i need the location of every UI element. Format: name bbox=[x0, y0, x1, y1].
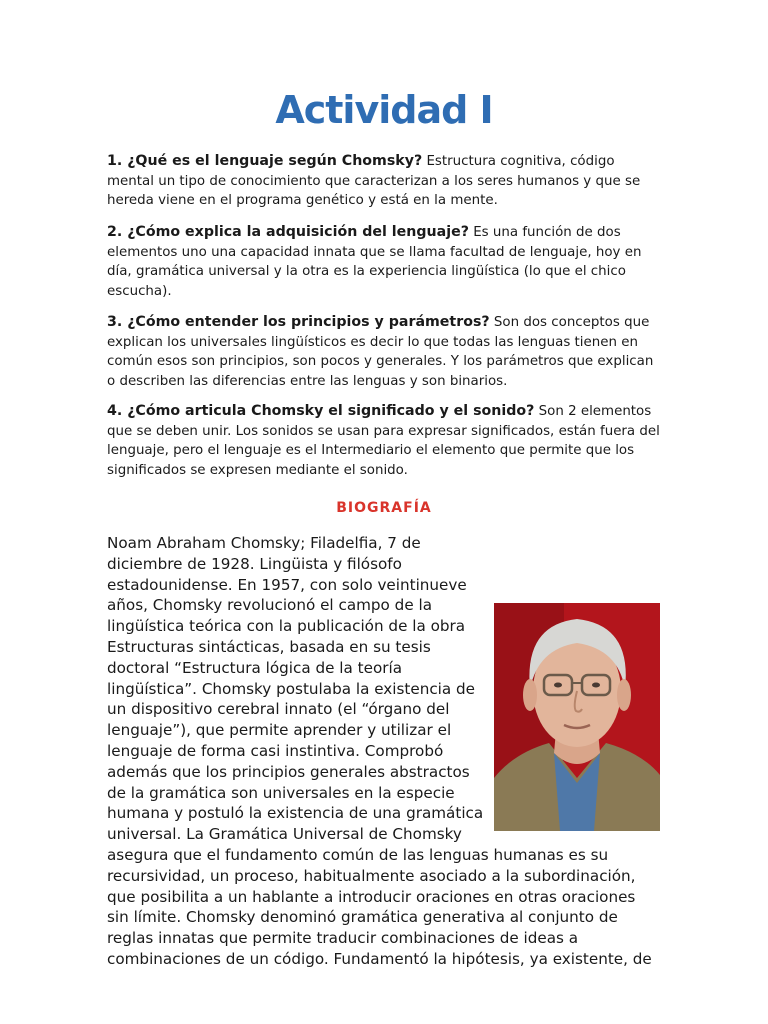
answer-3-text: Son dos conceptos que explican los universales lingüísticos es decir lo que todas las lenguas tienen en común esos son principios, son pocos y generales. Y los parámetros que explican o describen las diferencias entre las lenguas y son binarios. bbox=[107, 315, 654, 390]
biography-text: Noam Abraham Chomsky; Filadelfia, 7 de diciembre de 1928. Lingüista y filósofo estadounidense. En 1957, con solo veintinueve años, Chomsky revolucionó el campo de la lingüística teórica con la publicación de la obra Estructuras sintácticas, basada en su tesis doctoral “Estructura lógica de la teoría lingüística”. Chomsky postulaba la existencia de un dispositivo cerebral innato (el “órgano del lenguaje”), que permite aprender y utilizar el lenguaje de forma casi instintiva. Comprobó además que los principios generales abstractos de la gramática son universales en la especie humana y postuló la existencia de una gramática universal. La Gramática Universal de Chomsky asegura que el fundamento común de las lenguas humanas es su recursividad, un proceso, habitualmente asociado a la subordinación, que posibilita a un hablante a introducir oraciones en otras oraciones sin límite. Chomsky denominó gramática generativa al conjunto de reglas innatas que permite traducir combinaciones de ideas a combinaciones de un código. Fundamentó la hipótesis, ya existente, de bbox=[107, 534, 652, 968]
answer-4-text: Son 2 elementos que se deben unir. Los sonidos se usan para expresar significados, están fuera del lenguaje, pero el lenguaje es el Intermediario el elemento que permite que los significados se expresen mediante el sonido. bbox=[107, 404, 660, 479]
chomsky-portrait-photo bbox=[494, 603, 660, 831]
page-title: Actividad I bbox=[275, 88, 493, 132]
answer-1-text: Estructura cognitiva, código mental un tipo de conocimiento que caracterizan a los seres humanos y que se hereda viene en el programa genético y está en la mente. bbox=[107, 154, 641, 209]
question-2-text: 2. ¿Cómo explica la adquisición del lenguaje? bbox=[107, 224, 469, 240]
biography-section bbox=[107, 533, 660, 970]
question-4 bbox=[107, 402, 662, 481]
biography-heading: BIOGRAFÍA bbox=[336, 500, 432, 516]
question-1 bbox=[107, 152, 662, 211]
question-1-text: 1. ¿Qué es el lenguaje según Chomsky? bbox=[107, 153, 423, 169]
question-2 bbox=[107, 223, 662, 302]
question-4-text: 4. ¿Cómo articula Chomsky el significado y el sonido? bbox=[107, 403, 535, 419]
question-3 bbox=[107, 313, 662, 392]
question-3-text: 3. ¿Cómo entender los principios y parámetros? bbox=[107, 314, 490, 330]
answer-2-text: Es una función de dos elementos uno una capacidad innata que se llama facultad de lenguaje, hoy en día, gramática universal y la otra es la experiencia lingüística (lo que el chico escucha). bbox=[107, 225, 642, 300]
